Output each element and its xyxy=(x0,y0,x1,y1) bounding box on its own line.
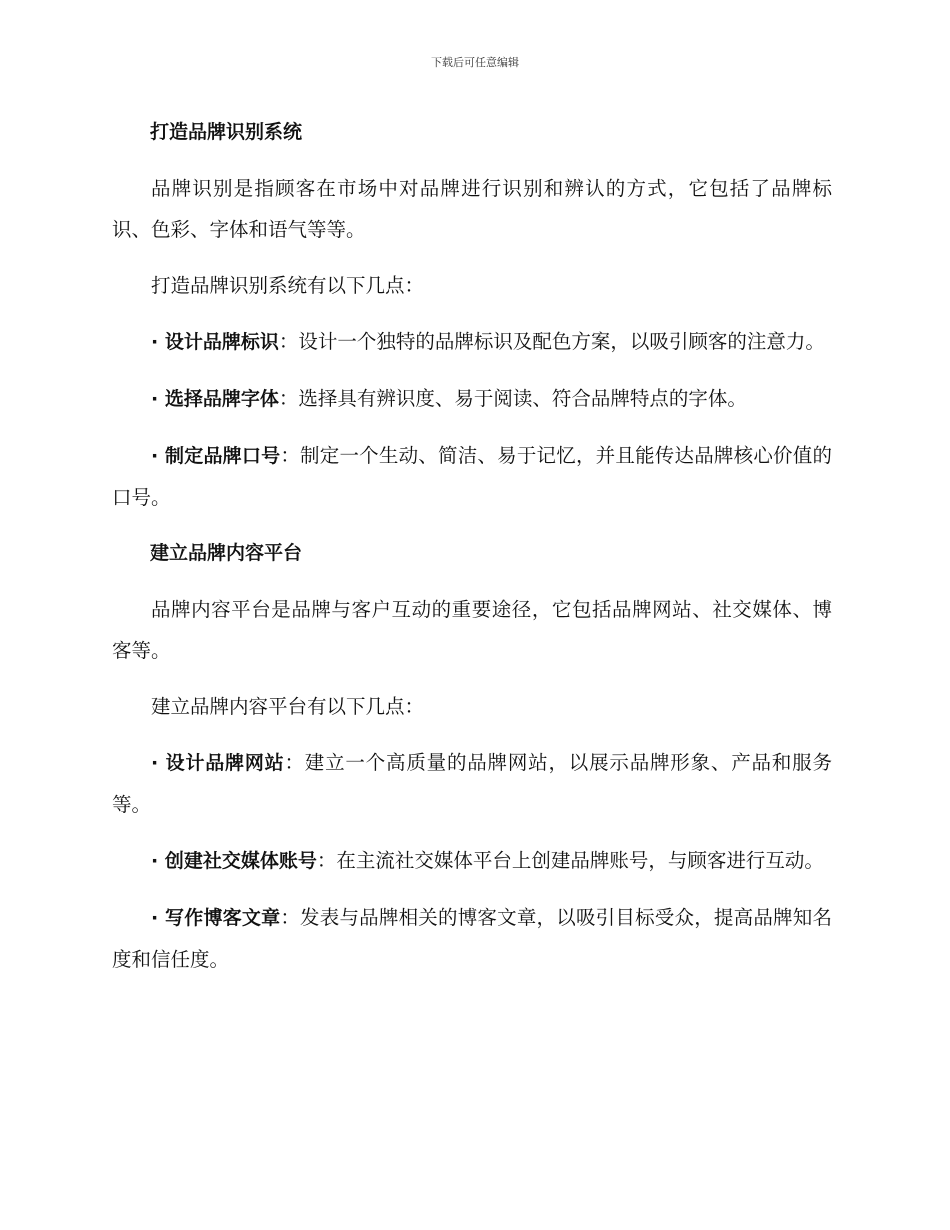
bullet-item xyxy=(112,840,832,882)
bullet-term: 设计品牌标识 xyxy=(164,331,279,353)
page-header: 下载后可任意编辑 xyxy=(431,56,519,69)
bullet-term: 创建社交媒体账号 xyxy=(164,850,317,872)
bullet-item xyxy=(112,435,832,518)
bullet-text: 设计一个独特的品牌标识及配色方案，以吸引顾客的注意力。 xyxy=(298,330,825,353)
bullet-marker: · xyxy=(151,752,166,774)
bullet-separator: ： xyxy=(316,849,337,872)
bullet-item xyxy=(112,742,832,825)
bullet-separator: ： xyxy=(284,751,305,774)
bullet-item xyxy=(112,378,832,420)
bullet-marker: · xyxy=(151,331,165,353)
section-intro-paragraph: 品牌内容平台是品牌与客户互动的重要途径，它包括品牌网站、社交媒体、博客等。 xyxy=(112,598,832,662)
section-lead-paragraph: 打造品牌识别系统有以下几点： xyxy=(151,274,425,297)
bullet-item xyxy=(112,321,832,363)
section-heading: 打造品牌识别系统 xyxy=(150,121,303,143)
bullet-separator: ： xyxy=(280,906,301,929)
section-intro-paragraph: 品牌识别是指顾客在市场中对品牌进行识别和辨认的方式，它包括了品牌标识、色彩、字体和语气等等。 xyxy=(112,177,832,241)
bullet-text: 制定一个生动、简洁、易于记忆，并且能传达品牌核心价值的口号。 xyxy=(112,444,832,509)
bullet-marker: · xyxy=(151,388,165,410)
bullet-term: 写作博客文章 xyxy=(165,907,281,929)
bullet-separator: ： xyxy=(278,387,299,410)
bullet-text: 建立一个高质量的品牌网站，以展示品牌形象、产品和服务等。 xyxy=(112,751,832,816)
bullet-marker: · xyxy=(151,907,166,929)
section-heading: 建立品牌内容平台 xyxy=(150,542,303,564)
bullet-term: 选择品牌字体 xyxy=(164,388,279,410)
bullet-term: 设计品牌网站 xyxy=(165,752,285,774)
bullet-item xyxy=(112,897,832,980)
bullet-term: 制定品牌口号 xyxy=(165,445,281,467)
bullet-separator: ： xyxy=(278,330,299,353)
document-body xyxy=(112,112,832,995)
bullet-text: 选择具有辨识度、易于阅读、符合品牌特点的字体。 xyxy=(298,387,747,410)
bullet-marker: · xyxy=(151,850,165,872)
bullet-separator: ： xyxy=(280,444,301,467)
bullet-text: 发表与品牌相关的博客文章，以吸引目标受众，提高品牌知名度和信任度。 xyxy=(112,906,832,971)
bullet-marker: · xyxy=(151,445,166,467)
bullet-text: 在主流社交媒体平台上创建品牌账号，与顾客进行互动。 xyxy=(336,849,824,872)
section-lead-paragraph: 建立品牌内容平台有以下几点： xyxy=(151,695,425,718)
